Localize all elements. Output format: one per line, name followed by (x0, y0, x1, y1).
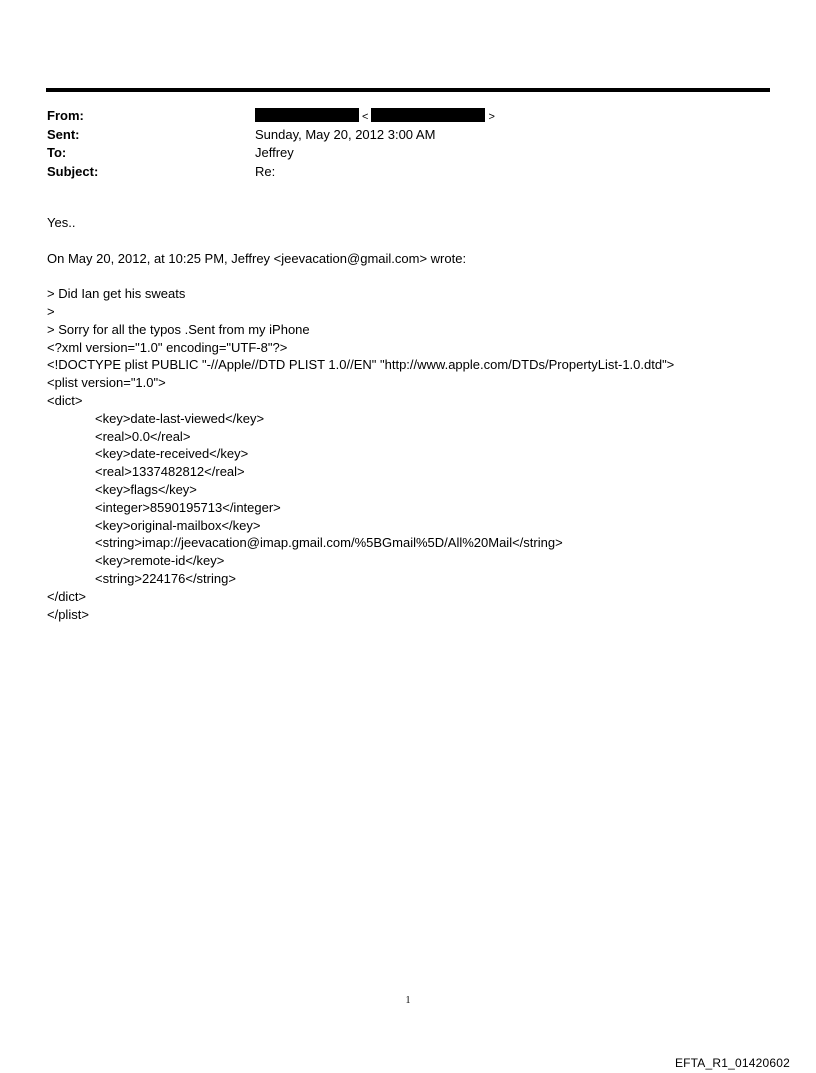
dict-entry: <key>date-last-viewed</key> (95, 410, 265, 426)
xml-declaration: <?xml version="1.0" encoding="UTF-8"?> (47, 339, 288, 355)
dict-entry: <key>original-mailbox</key> (95, 517, 261, 533)
dict-entry: <key>date-received</key> (95, 446, 249, 462)
email-header (47, 107, 498, 181)
redaction-bar-name (255, 108, 359, 122)
blank-line (47, 232, 787, 250)
quoted-line: > (47, 303, 55, 319)
doctype-line: <!DOCTYPE plist PUBLIC "-//Apple//DTD PLIST 1.0//EN" "http://www.apple.com/DTDs/PropertyList-1.0.dtd"> (47, 357, 675, 373)
to-value: Jeffrey (255, 145, 294, 160)
quoted-line: > Sorry for all the typos .Sent from my iPhone (47, 321, 310, 337)
dict-entry: <key>remote-id</key> (95, 553, 225, 569)
from-open-bracket: < (362, 111, 369, 123)
sent-row (47, 126, 498, 145)
to-row (47, 144, 498, 163)
bates-number: EFTA_R1_01420602 (674, 1056, 790, 1070)
blank-line (47, 267, 787, 285)
redaction-bar-email (371, 108, 485, 122)
from-close-bracket: > (488, 111, 495, 123)
from-label: From: (47, 108, 84, 123)
dict-entry: <string>imap://jeevacation@imap.gmail.com/%5BGmail%5D/All%20Mail</string> (95, 535, 563, 551)
sent-label: Sent: (47, 126, 80, 142)
to-label: To: (47, 145, 67, 160)
dict-entry: <real>0.0</real> (95, 428, 191, 444)
reply-text: Yes.. (47, 215, 76, 230)
dict-entry: <string>224176</string> (95, 570, 236, 586)
email-body (47, 214, 787, 623)
dict-entry: <real>1337482812</real> (95, 464, 245, 480)
header-rule (46, 88, 770, 92)
plist-open-tag: <plist version="1.0"> (47, 375, 166, 391)
dict-entry: <key>flags</key> (95, 481, 197, 497)
sent-value: Sunday, May 20, 2012 3:00 AM (255, 126, 436, 142)
page-number: 1 (405, 995, 411, 1006)
subject-row (47, 163, 498, 182)
dict-close-tag: </dict> (47, 588, 87, 604)
from-row (47, 107, 498, 126)
dict-entry: <integer>8590195713</integer> (95, 499, 281, 515)
quoted-line: > Did Ian get his sweats (47, 286, 186, 302)
attribution-line: On May 20, 2012, at 10:25 PM, Jeffrey <jeevacation@gmail.com> wrote: (47, 250, 467, 266)
subject-label: Subject: (47, 163, 99, 179)
subject-value: Re: (255, 163, 276, 179)
from-value (255, 107, 498, 126)
dict-open-tag: <dict> (47, 392, 83, 408)
plist-close-tag: </plist> (47, 606, 89, 622)
